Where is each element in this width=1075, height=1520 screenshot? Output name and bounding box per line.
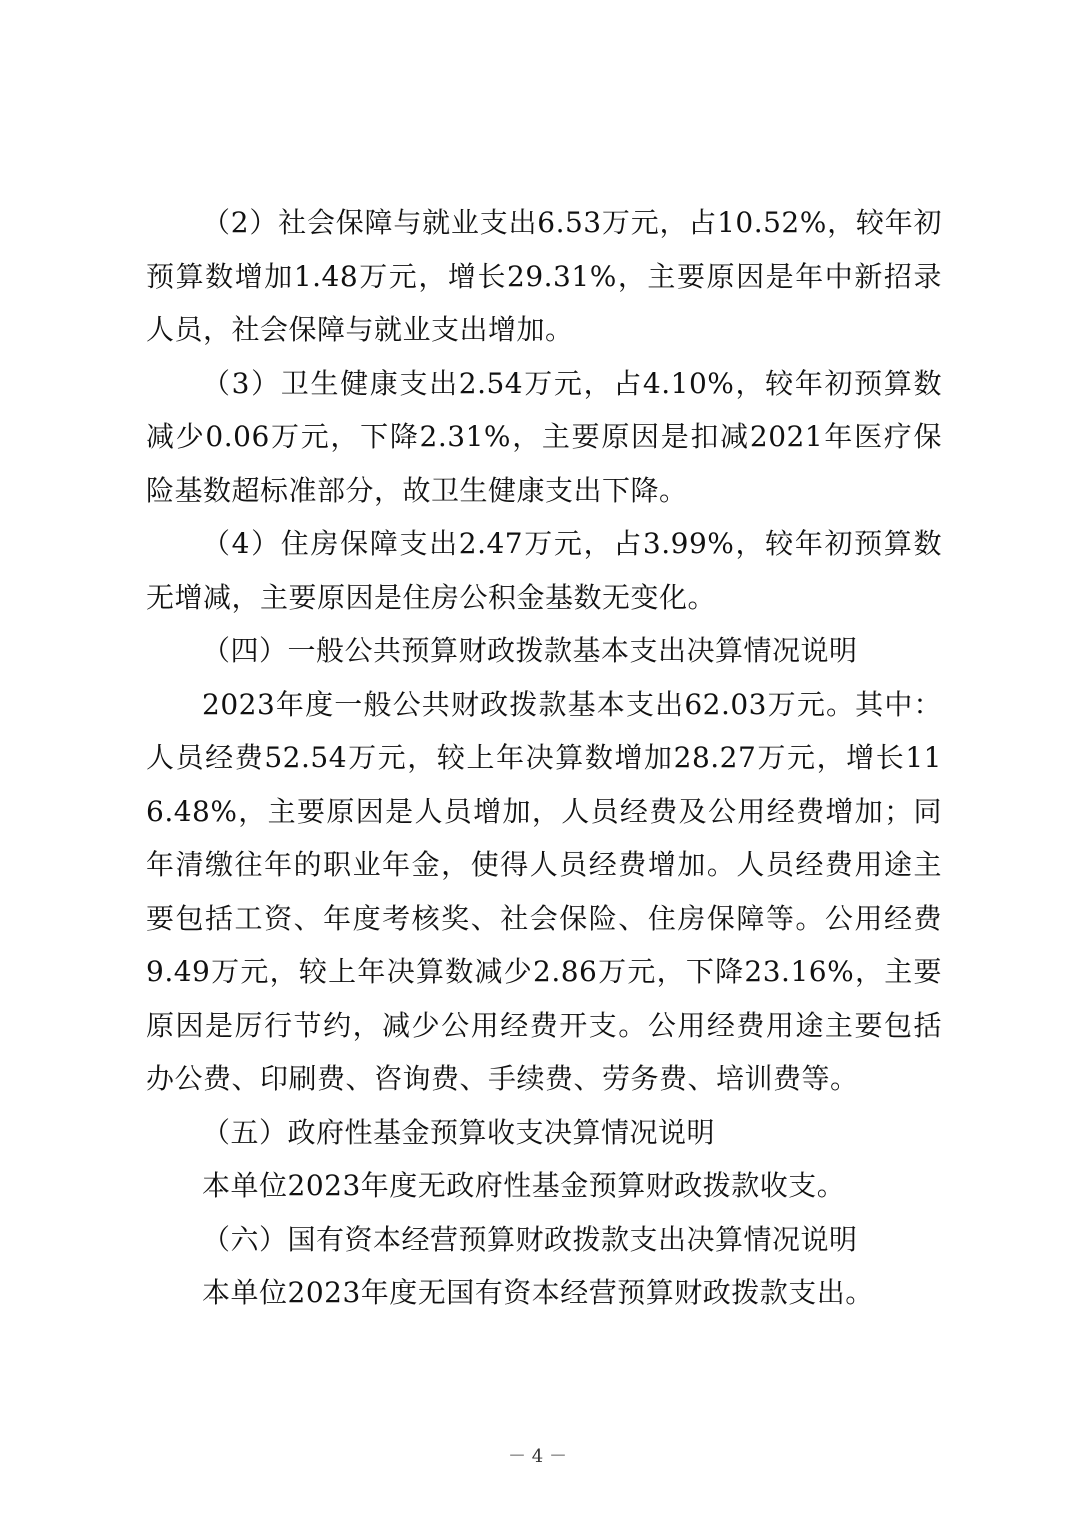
paragraph-social-security: （2）社会保障与就业支出6.53万元，占10.52%，较年初预算数增加1.48万元，增长29.31%，主要原因是年中新招录人员，社会保障与就业支出增加。 bbox=[146, 206, 942, 346]
paragraph-government-fund: 本单位2023年度无政府性基金预算财政拨款收支。 bbox=[202, 1169, 846, 1202]
section-heading-basic-expenditure: （四）一般公共预算财政拨款基本支出决算情况说明 bbox=[202, 634, 858, 667]
section-heading-state-capital: （六）国有资本经营预算财政拨款支出决算情况说明 bbox=[202, 1222, 858, 1256]
paragraph-health: （3）卫生健康支出2.54万元，占4.10%，较年初预算数减少0.06万元，下降2.31%，主要原因是扣减2021年医疗保险基数超标准部分，故卫生健康支出下降。 bbox=[146, 366, 942, 507]
section-heading-government-fund: （五）政府性基金预算收支决算情况说明 bbox=[202, 1115, 716, 1149]
paragraph-basic-expenditure: 2023年度一般公共财政拨款基本支出62.03万元。其中：人员经费52.54万元，较上年决算数增加28.27万元，增长116.48%，主要原因是人员增加，人员经费及公用经费增加；同年清缴往年的职业年金，使得人员经费增加。人员经费用途主要包括工资、年度考核奖、社会保险、住房保障等。公用经费9.49万元，较上年决算数减少2.86万元，下降23.16%，主要原因是厉行节约，减少公用经费开支。公用经费用途主要包括办公费、印刷费、咨询费、手续费、劳务费、培训费等。 bbox=[146, 687, 942, 1095]
paragraph-housing: （4）住房保障支出2.47万元，占3.99%，较年初预算数无增减，主要原因是住房公积金基数无变化。 bbox=[146, 527, 942, 614]
document-body bbox=[146, 196, 942, 1320]
page-number: － 4 － bbox=[508, 1446, 567, 1467]
paragraph-state-capital: 本单位2023年度无国有资本经营预算财政拨款支出。 bbox=[202, 1276, 874, 1309]
